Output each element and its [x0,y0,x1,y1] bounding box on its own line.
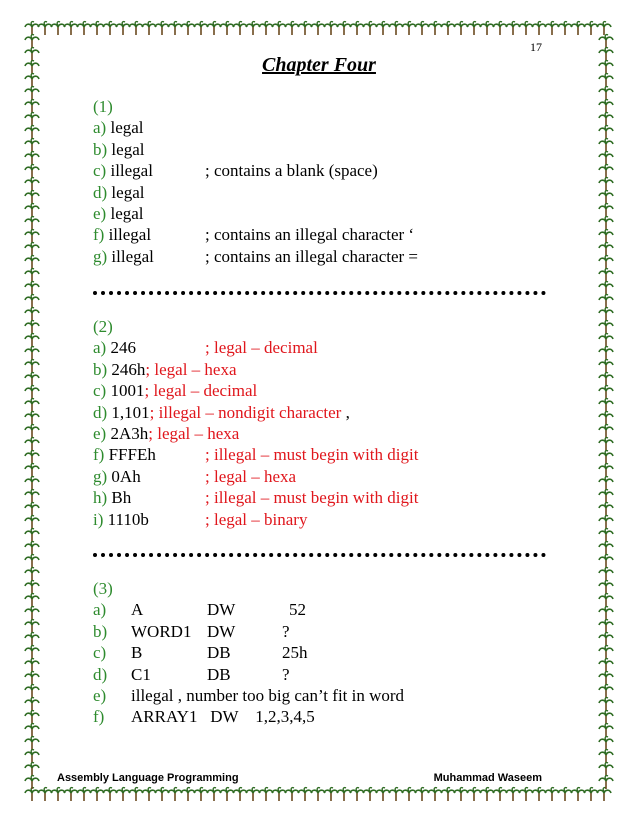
footer-right: Muhammad Waseem [433,772,542,784]
list-item: a) 246 ; legal – decimal [93,338,318,358]
section-3-heading: (3) [93,579,113,598]
page-number: 17 [530,40,542,54]
list-item: e) illegal , number too big can’t fit in word [93,685,405,705]
list-item: b) 246h; legal – hexa [93,359,237,379]
section-2 [93,316,419,530]
footer-left: Assembly Language Programming [57,772,239,784]
section-3 [93,578,405,728]
list-item: g) illegal ; contains an illegal character = [93,246,419,266]
list-item: c) B DB 25h [93,643,308,663]
list-item: d) C1 DB ? [93,664,290,684]
list-item: b) WORD1 DW ? [93,621,290,641]
list-item: c) illegal ; contains a blank (space) [93,161,378,181]
list-item: f) illegal ; contains an illegal character ‘ [93,225,415,245]
list-item: f) ARRAY1 DW 1,2,3,4,5 [93,707,315,727]
list-item: g) 0Ah ; legal – hexa [93,466,297,486]
chapter-title: Chapter Four [262,54,376,76]
list-item: h) Bh ; illegal – must begin with digit [93,488,419,508]
list-item: c) 1001; legal – decimal [93,381,258,401]
list-item: i) 1110b ; legal – binary [93,509,308,529]
list-item: e) legal [93,203,144,223]
section-2-heading: (2) [93,317,113,336]
list-item: f) FFFEh ; illegal – must begin with digit [93,445,419,465]
dotted-separator [93,291,546,295]
list-item: b) legal [93,139,145,159]
list-item: a) A DW 52 [93,600,306,620]
list-item: e) 2A3h; legal – hexa [93,423,240,443]
dotted-separator [93,553,546,557]
list-item: d) 1,101; illegal – nondigit character , [93,402,350,422]
list-item: a) legal [93,118,144,138]
list-item: d) legal [93,182,145,202]
section-1-heading: (1) [93,97,113,116]
section-1 [93,96,419,267]
